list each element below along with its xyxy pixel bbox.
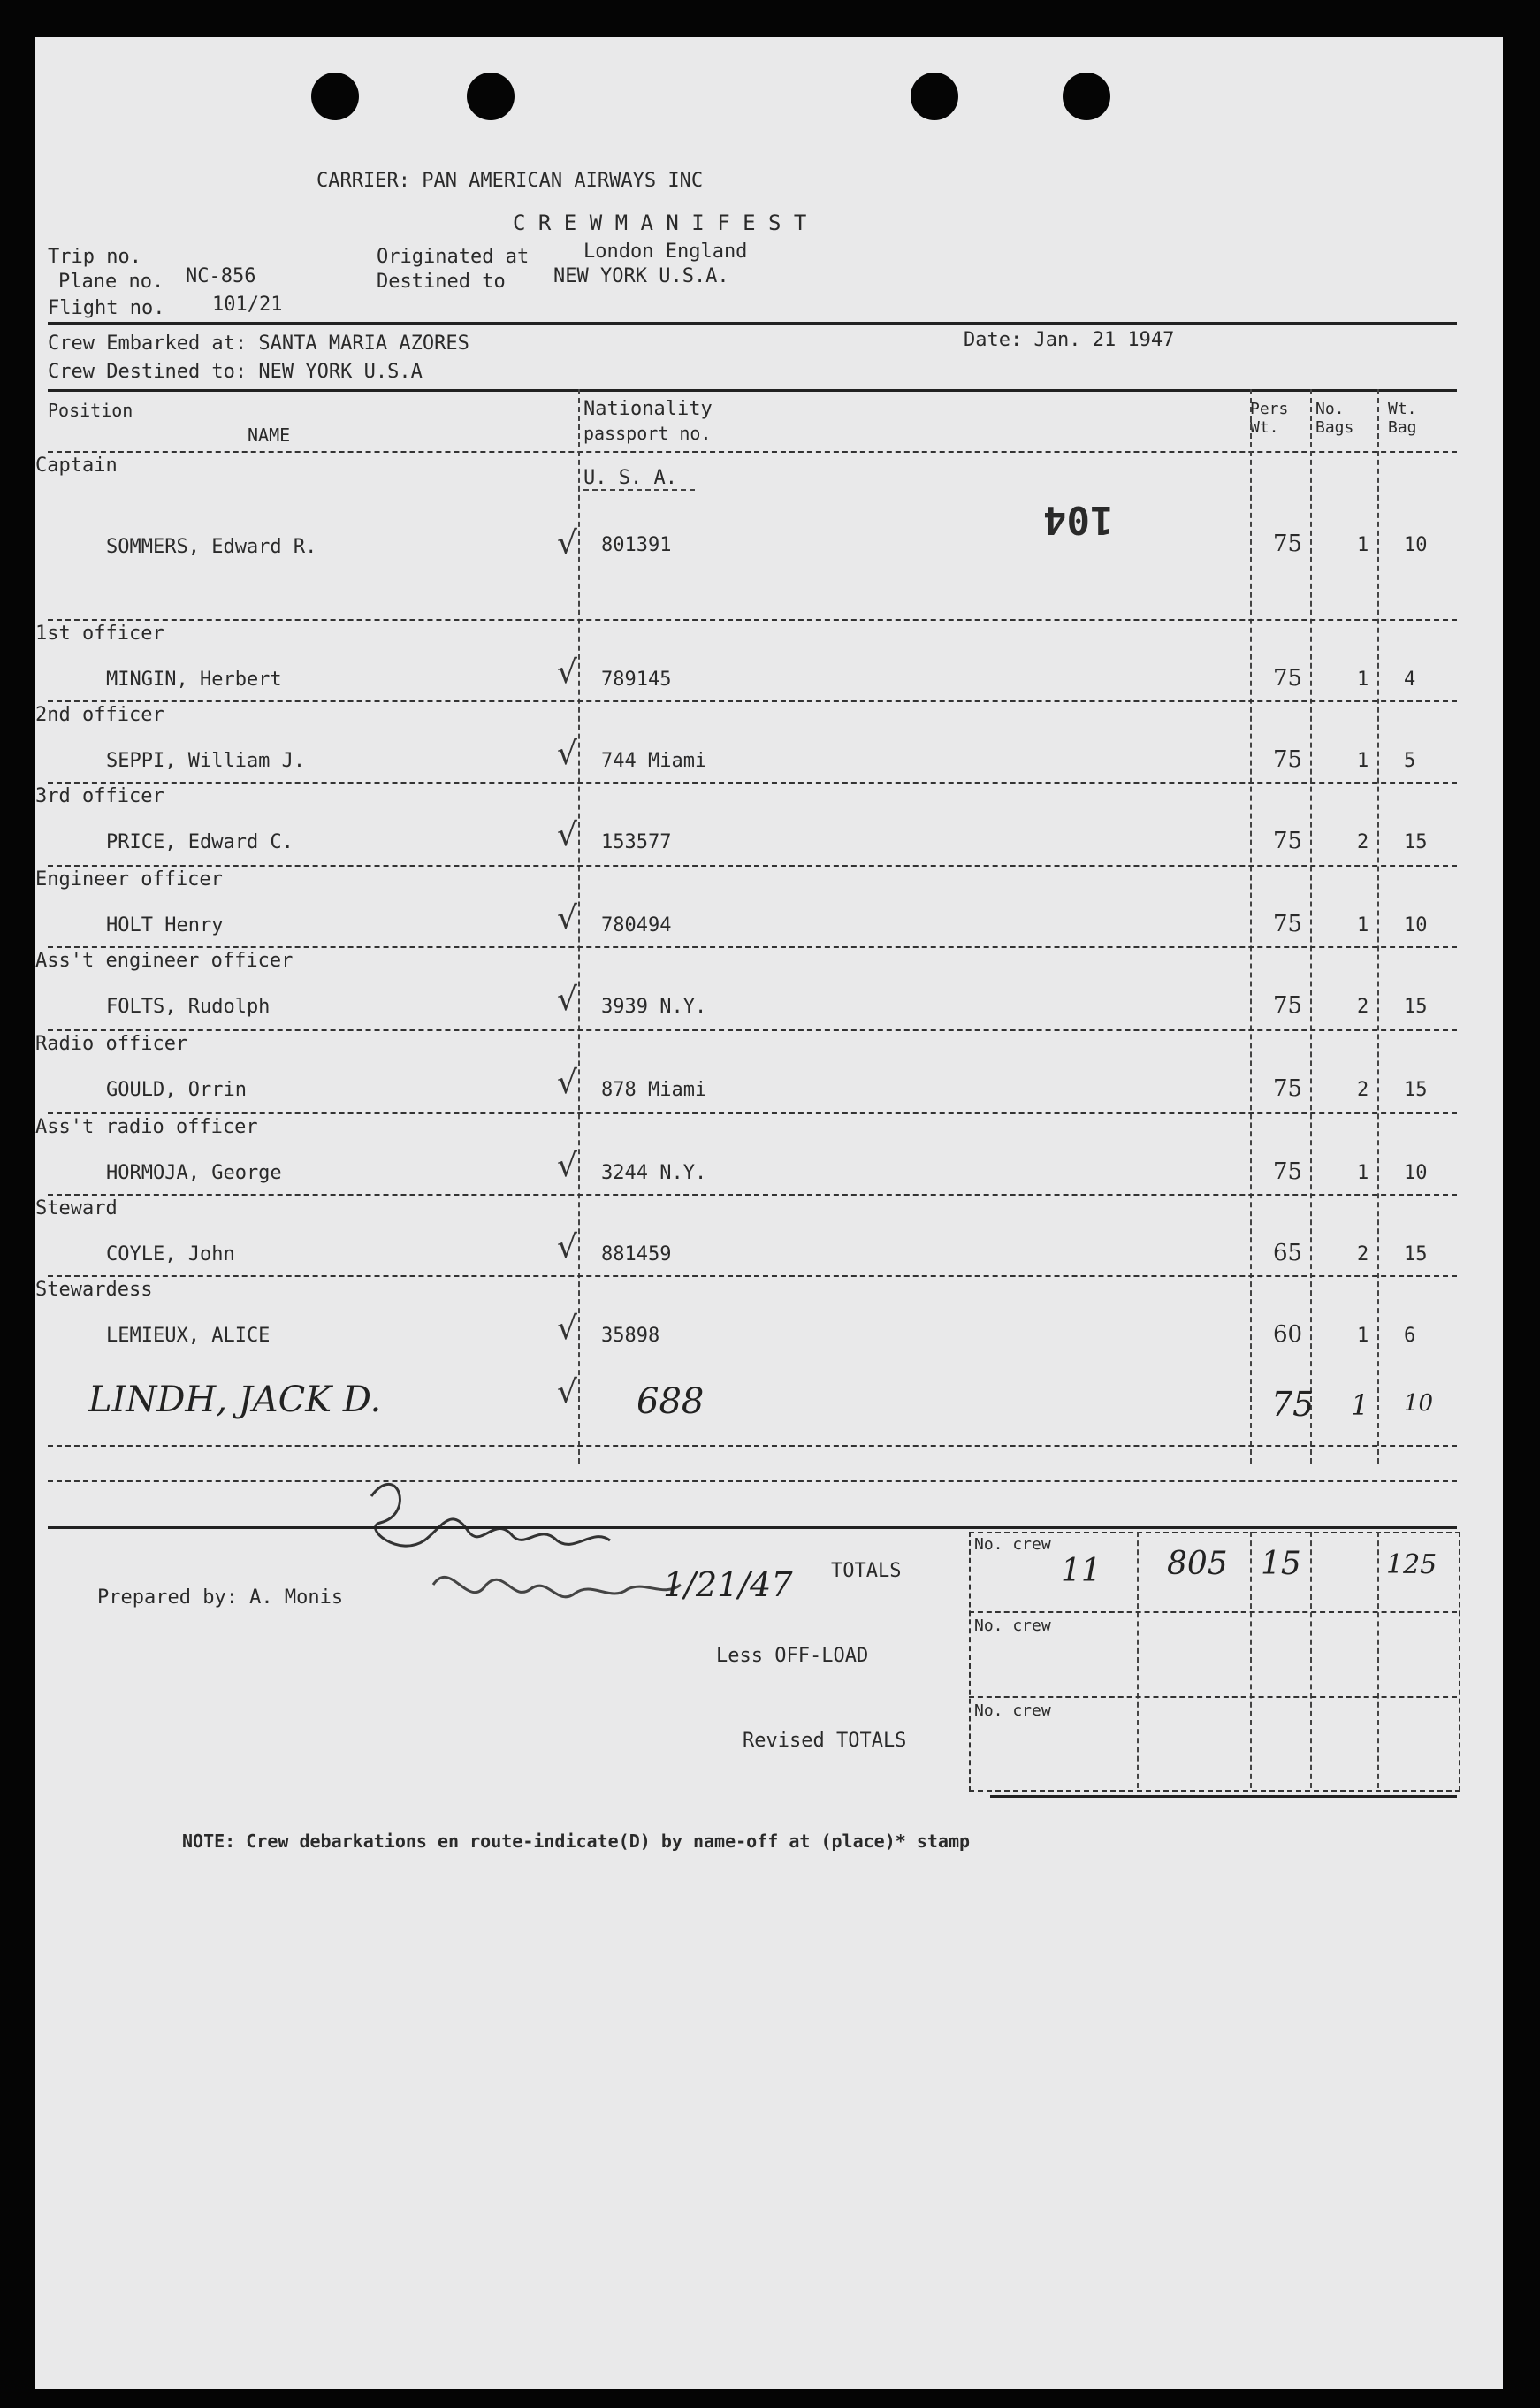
crew-row [35,950,1503,1038]
crew-bags: 1 [1357,669,1369,691]
check-mark-icon: √ [557,654,577,691]
punch-hole [911,73,958,120]
check-mark-icon: √ [557,1065,577,1101]
prepared-by: Prepared by: A. Monis [97,1586,344,1609]
totals-divider [1250,1532,1252,1788]
check-mark-icon: √ [557,817,577,853]
crew-passport: 3939 N.Y. [601,996,707,1018]
punch-hole [1063,73,1110,120]
crew-bag-weight: 15 [1404,996,1428,1018]
crew-bags: 2 [1357,1243,1369,1265]
handwritten-bags: 1 [1351,1388,1369,1422]
flight-no: 101/21 [212,294,283,316]
crew-bags: 2 [1357,831,1369,853]
crew-position: 1st officer [35,623,164,645]
crew-passport: 35898 [601,1325,660,1347]
crew-position: Radio officer [35,1033,188,1055]
row-rule [48,1029,1457,1031]
plane-no: NC-856 [186,265,256,287]
crew-position: Engineer officer [35,868,223,891]
totals-divider [1377,1532,1379,1788]
crew-position: Steward [35,1197,118,1219]
crew-row [35,455,1503,562]
crew-name: LEMIEUX, ALICE [106,1325,271,1347]
col-name: NAME [248,424,291,446]
row-rule [48,946,1457,948]
crew-row [35,704,1503,792]
crew-name: GOULD, Orrin [106,1079,247,1101]
col-pers-wt: Pers Wt. [1250,400,1289,437]
crew-name: FOLTS, Rudolph [106,996,271,1018]
check-mark-icon: √ [557,1374,577,1410]
col-nationality: Nationality [583,398,713,420]
crew-bag-weight: 4 [1404,669,1416,691]
row-rule [48,782,1457,784]
row-rule [48,1275,1457,1277]
crew-count-label: No. crew [974,1535,1051,1554]
crew-bags: 1 [1357,1162,1369,1184]
crew-position: Ass't engineer officer [35,950,294,972]
row-rule [48,1194,1457,1196]
crew-position: 3rd officer [35,785,164,807]
manifest-date: Date: Jan. 21 1947 [964,329,1175,351]
check-mark-icon: √ [557,900,577,936]
crew-bag-weight: 5 [1404,750,1416,772]
check-mark-icon: √ [557,1311,577,1347]
handwritten-bag-weight: 10 [1404,1390,1434,1417]
crew-name: HORMOJA, George [106,1162,282,1184]
handwritten-name: LINDH, JACK D. [88,1380,382,1420]
crew-row [35,1116,1503,1204]
col-no-bags: No. Bags [1315,400,1354,437]
crew-name: COYLE, John [106,1243,235,1265]
crew-position: Stewardess [35,1279,153,1301]
crew-weight: 75 [1273,911,1303,937]
crew-count-label: No. crew [974,1701,1051,1720]
crew-row [35,1279,1503,1367]
crew-bag-weight: 10 [1404,534,1428,556]
header-bottom-rule [48,451,1457,453]
crew-passport: 878 Miami [601,1079,707,1101]
crew-bag-weight: 15 [1404,831,1428,853]
crew-bag-weight: 10 [1404,914,1428,936]
punch-hole [467,73,515,120]
stamp-104: 104 [1043,497,1114,542]
crew-bags: 1 [1357,1325,1369,1347]
crew-bag-weight: 6 [1404,1325,1416,1347]
manifest-sheet [35,37,1503,2389]
crew-name: SEPPI, William J. [106,750,306,772]
crew-bags: 1 [1357,750,1369,772]
crew-name: HOLT Henry [106,914,224,936]
originated-value: London England [583,241,748,263]
col-wt-bag: Wt. Bag [1388,400,1417,437]
check-mark-icon: √ [557,1148,577,1184]
punch-hole [311,73,359,120]
crew-passport: 881459 [601,1243,672,1265]
crew-bags: 1 [1357,914,1369,936]
destined-label: Destined to [377,271,506,293]
crew-passport: 780494 [601,914,672,936]
crew-bags: 2 [1357,996,1369,1018]
total-bag-weight: 125 [1386,1549,1437,1580]
col-position: Position [48,400,133,421]
crew-weight: 75 [1273,1075,1303,1102]
plane-no-label: Plane no. [58,271,164,293]
nationality-value: U. S. A. [583,467,695,491]
crew-weight: 75 [1273,665,1303,692]
crew-bag-weight: 15 [1404,1079,1428,1101]
check-mark-icon: √ [557,1229,577,1265]
crew-passport: 789145 [601,669,672,691]
crew-weight: 75 [1273,992,1303,1019]
crew-weight: 75 [1273,531,1303,557]
manifest-title: C R E W M A N I F E S T [513,210,807,235]
totals-label: TOTALS [831,1560,902,1582]
check-mark-icon: √ [557,982,577,1018]
check-mark-icon: √ [557,736,577,772]
crew-count-label: No. crew [974,1617,1051,1635]
crew-count: 11 [1061,1553,1102,1589]
totals-row-rule [969,1611,1457,1613]
crew-weight: 65 [1273,1240,1303,1266]
crew-row [35,1033,1503,1121]
check-mark-icon: √ [557,525,577,562]
crew-weight: 75 [1273,1158,1303,1185]
crew-position: Captain [35,455,118,477]
column-rule [48,389,1457,392]
crew-row [35,868,1503,957]
totals-row-rule [969,1696,1457,1698]
crew-bag-weight: 15 [1404,1243,1428,1265]
row-rule [48,1112,1457,1114]
row-rule [48,619,1457,621]
totals-divider [1137,1532,1139,1788]
row-rule [48,700,1457,702]
trip-no-label: Trip no. [48,246,141,268]
destined-value: NEW YORK U.S.A. [553,265,729,287]
handwritten-weight: 75 [1271,1385,1315,1424]
crew-weight: 75 [1273,746,1303,773]
row-rule [48,865,1457,867]
total-bags: 15 [1261,1546,1301,1582]
crew-name: SOMMERS, Edward R. [106,536,317,558]
crew-weight: 60 [1273,1321,1303,1348]
crew-bags: 2 [1357,1079,1369,1101]
less-offload: Less OFF-LOAD [716,1645,869,1667]
crew-bags: 1 [1357,534,1369,556]
revised-totals: Revised TOTALS [743,1730,907,1752]
crew-passport: 744 Miami [601,750,707,772]
flight-no-label: Flight no. [48,297,165,319]
carrier-line: CARRIER: PAN AMERICAN AIRWAYS INC [316,170,704,192]
crew-row [35,1197,1503,1286]
crew-passport: 153577 [601,831,672,853]
crew-position: Ass't radio officer [35,1116,258,1138]
crew-bag-weight: 10 [1404,1162,1428,1184]
crew-name: MINGIN, Herbert [106,669,282,691]
totals-bottom-rule [990,1795,1457,1798]
originated-label: Originated at [377,246,530,268]
row-rule [48,1445,1457,1447]
crew-weight: 75 [1273,828,1303,854]
header-rule [48,322,1457,325]
row-rule [48,1480,1457,1482]
crew-destined: Crew Destined to: NEW YORK U.S.A [48,361,423,383]
totals-top-rule [48,1526,1457,1529]
total-weight: 805 [1167,1546,1228,1582]
crew-passport: 801391 [601,534,672,556]
signature-date: 1/21/47 [663,1565,793,1604]
totals-divider [1310,1532,1312,1788]
crew-passport: 3244 N.Y. [601,1162,707,1184]
crew-row [35,785,1503,874]
handwritten-passport: 688 [637,1381,705,1422]
crew-row [35,623,1503,711]
crew-position: 2nd officer [35,704,164,726]
col-passport: passport no. [583,423,712,444]
crew-embarked: Crew Embarked at: SANTA MARIA AZORES [48,333,469,355]
crew-name: PRICE, Edward C. [106,831,294,853]
footer-note: NOTE: Crew debarkations en route-indicate(D) by name-off at (place)* stamp [182,1831,971,1852]
